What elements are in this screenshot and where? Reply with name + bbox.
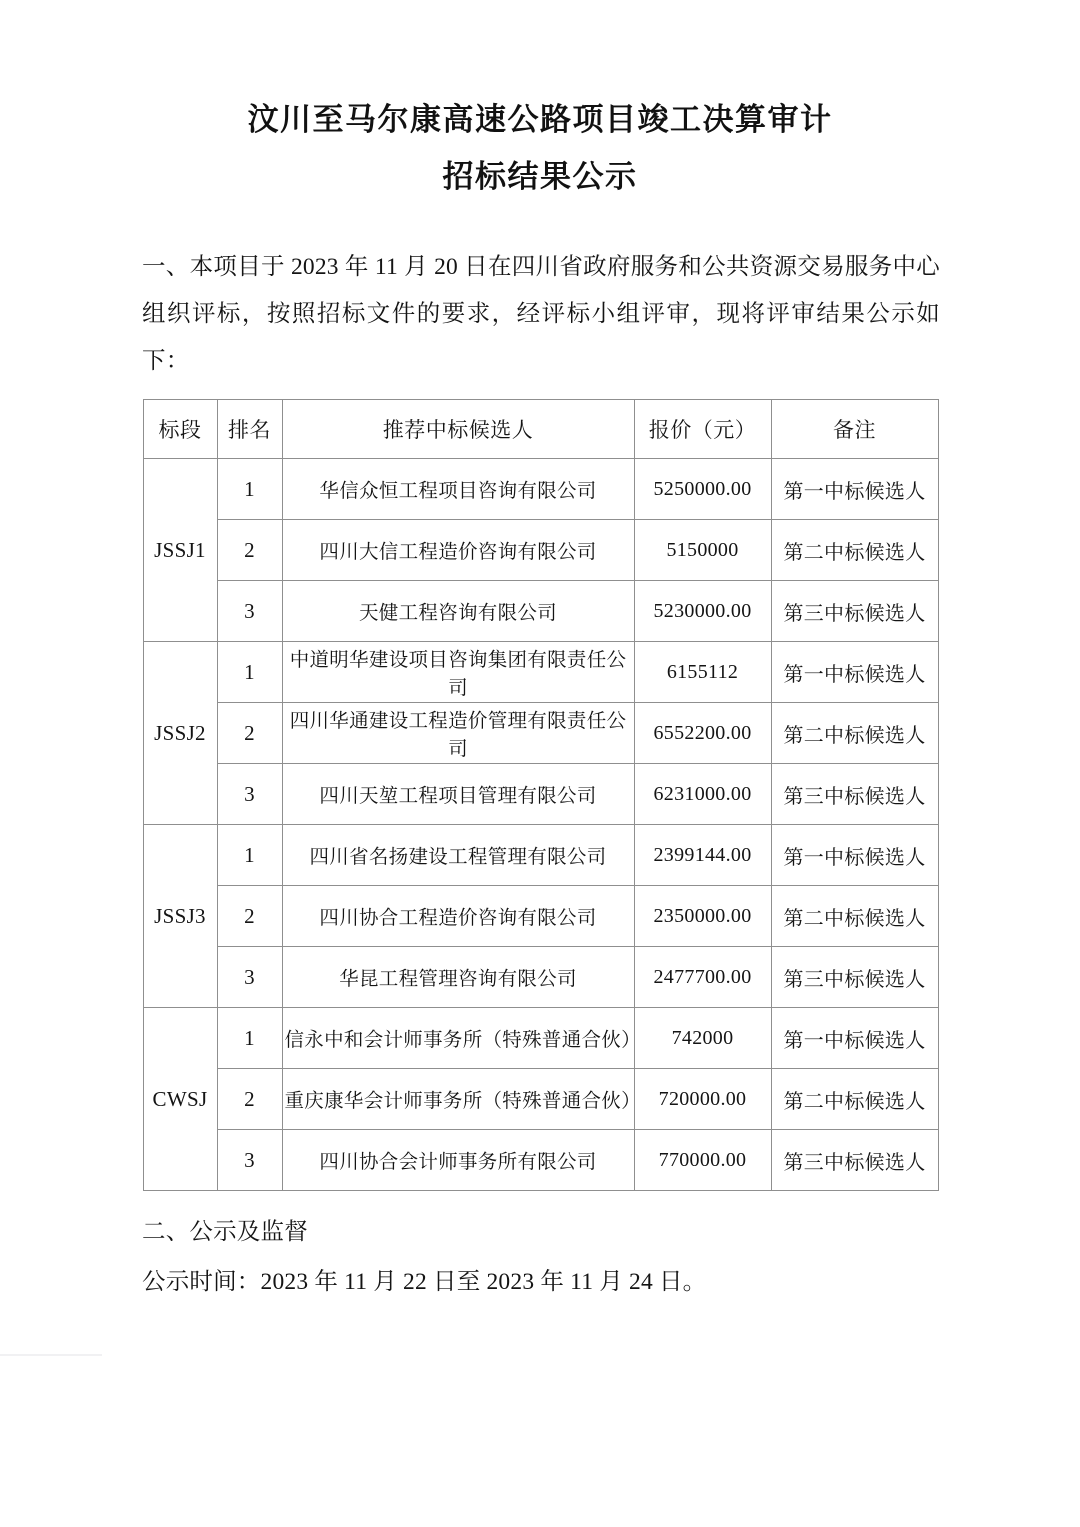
table-row — [143, 764, 938, 825]
cell-candidate: 重庆康华会计师事务所（特殊普通合伙） — [282, 1069, 634, 1130]
cell-remark: 第二中标候选人 — [771, 886, 938, 947]
cell-section: CWSJ — [143, 1008, 217, 1191]
page-title-line-1: 汶川至马尔康高速公路项目竣工决算审计 — [247, 102, 833, 137]
table-row — [143, 520, 938, 581]
cell-price: 2399144.00 — [634, 825, 771, 886]
cell-rank: 2 — [217, 520, 282, 581]
column-header-candidate: 推荐中标候选人 — [282, 400, 634, 459]
cell-section: JSSJ2 — [143, 642, 217, 825]
table-row — [143, 703, 938, 764]
cell-rank: 3 — [217, 947, 282, 1008]
cell-rank: 3 — [217, 581, 282, 642]
page-title-line-2: 招标结果公示 — [442, 159, 638, 194]
table-header — [143, 400, 938, 459]
table-row — [143, 581, 938, 642]
cell-candidate: 天健工程咨询有限公司 — [282, 581, 634, 642]
footer-heading: 二、公示及监督 — [142, 1219, 308, 1245]
cell-price: 720000.00 — [634, 1069, 771, 1130]
cell-rank: 2 — [217, 1069, 282, 1130]
cell-rank: 1 — [217, 642, 282, 703]
cell-rank: 1 — [217, 1008, 282, 1069]
cell-section: JSSJ3 — [143, 825, 217, 1008]
cell-rank: 3 — [217, 764, 282, 825]
cell-price: 5250000.00 — [634, 459, 771, 520]
column-header-section: 标段 — [143, 400, 217, 459]
cell-remark: 第二中标候选人 — [771, 1069, 938, 1130]
cell-remark: 第三中标候选人 — [771, 1130, 938, 1191]
page-title — [0, 0, 1080, 192]
table-row — [143, 1069, 938, 1130]
cell-price: 770000.00 — [634, 1130, 771, 1191]
cell-candidate: 信永中和会计师事务所（特殊普通合伙） — [282, 1008, 634, 1069]
cell-candidate: 四川大信工程造价咨询有限公司 — [282, 520, 634, 581]
cell-remark: 第一中标候选人 — [771, 642, 938, 703]
cell-price: 5230000.00 — [634, 581, 771, 642]
bid-results-table — [143, 399, 939, 1191]
cell-rank: 1 — [217, 825, 282, 886]
cell-remark: 第一中标候选人 — [771, 825, 938, 886]
table-row — [143, 1008, 938, 1069]
table-row — [143, 886, 938, 947]
results-table-wrapper — [143, 399, 938, 1191]
footer-block — [0, 1209, 1080, 1306]
cell-candidate: 四川省名扬建设工程管理有限公司 — [282, 825, 634, 886]
cell-remark: 第二中标候选人 — [771, 703, 938, 764]
cell-rank: 3 — [217, 1130, 282, 1191]
cell-candidate: 中道明华建设项目咨询集团有限责任公司 — [282, 642, 634, 703]
column-header-rank: 排名 — [217, 400, 282, 459]
cell-candidate: 四川天堃工程项目管理有限公司 — [282, 764, 634, 825]
cell-remark: 第三中标候选人 — [771, 764, 938, 825]
cell-remark: 第三中标候选人 — [771, 947, 938, 1008]
cell-price: 2477700.00 — [634, 947, 771, 1008]
column-header-remark: 备注 — [771, 400, 938, 459]
cell-price: 6231000.00 — [634, 764, 771, 825]
footer-notice-period: 公示时间：2023 年 11 月 22 日至 2023 年 11 月 24 日。 — [142, 1269, 707, 1295]
scan-artifact — [0, 1354, 102, 1356]
cell-candidate: 四川协合会计师事务所有限公司 — [282, 1130, 634, 1191]
cell-rank: 1 — [217, 459, 282, 520]
cell-candidate: 华昆工程管理咨询有限公司 — [282, 947, 634, 1008]
cell-price: 6552200.00 — [634, 703, 771, 764]
cell-rank: 2 — [217, 886, 282, 947]
cell-remark: 第二中标候选人 — [771, 520, 938, 581]
table-row — [143, 947, 938, 1008]
table-row — [143, 459, 938, 520]
column-header-price: 报价（元） — [634, 400, 771, 459]
table-header-row — [143, 400, 938, 459]
table-row — [143, 825, 938, 886]
cell-rank: 2 — [217, 703, 282, 764]
intro-paragraph: 一、本项目于 2023 年 11 月 20 日在四川省政府服务和公共资源交易服务中心组织评标，按照招标文件的要求，经评标小组评审，现将评审结果公示如下： — [142, 254, 940, 374]
table-row — [143, 1130, 938, 1191]
cell-remark: 第三中标候选人 — [771, 581, 938, 642]
cell-candidate: 四川华通建设工程造价管理有限责任公司 — [282, 703, 634, 764]
cell-price: 5150000 — [634, 520, 771, 581]
cell-remark: 第一中标候选人 — [771, 459, 938, 520]
cell-candidate: 四川协合工程造价咨询有限公司 — [282, 886, 634, 947]
cell-price: 2350000.00 — [634, 886, 771, 947]
cell-section: JSSJ1 — [143, 459, 217, 642]
table-body — [143, 459, 938, 1191]
cell-candidate: 华信众恒工程项目咨询有限公司 — [282, 459, 634, 520]
cell-remark: 第一中标候选人 — [771, 1008, 938, 1069]
cell-price: 742000 — [634, 1008, 771, 1069]
cell-price: 6155112 — [634, 642, 771, 703]
table-row — [143, 642, 938, 703]
